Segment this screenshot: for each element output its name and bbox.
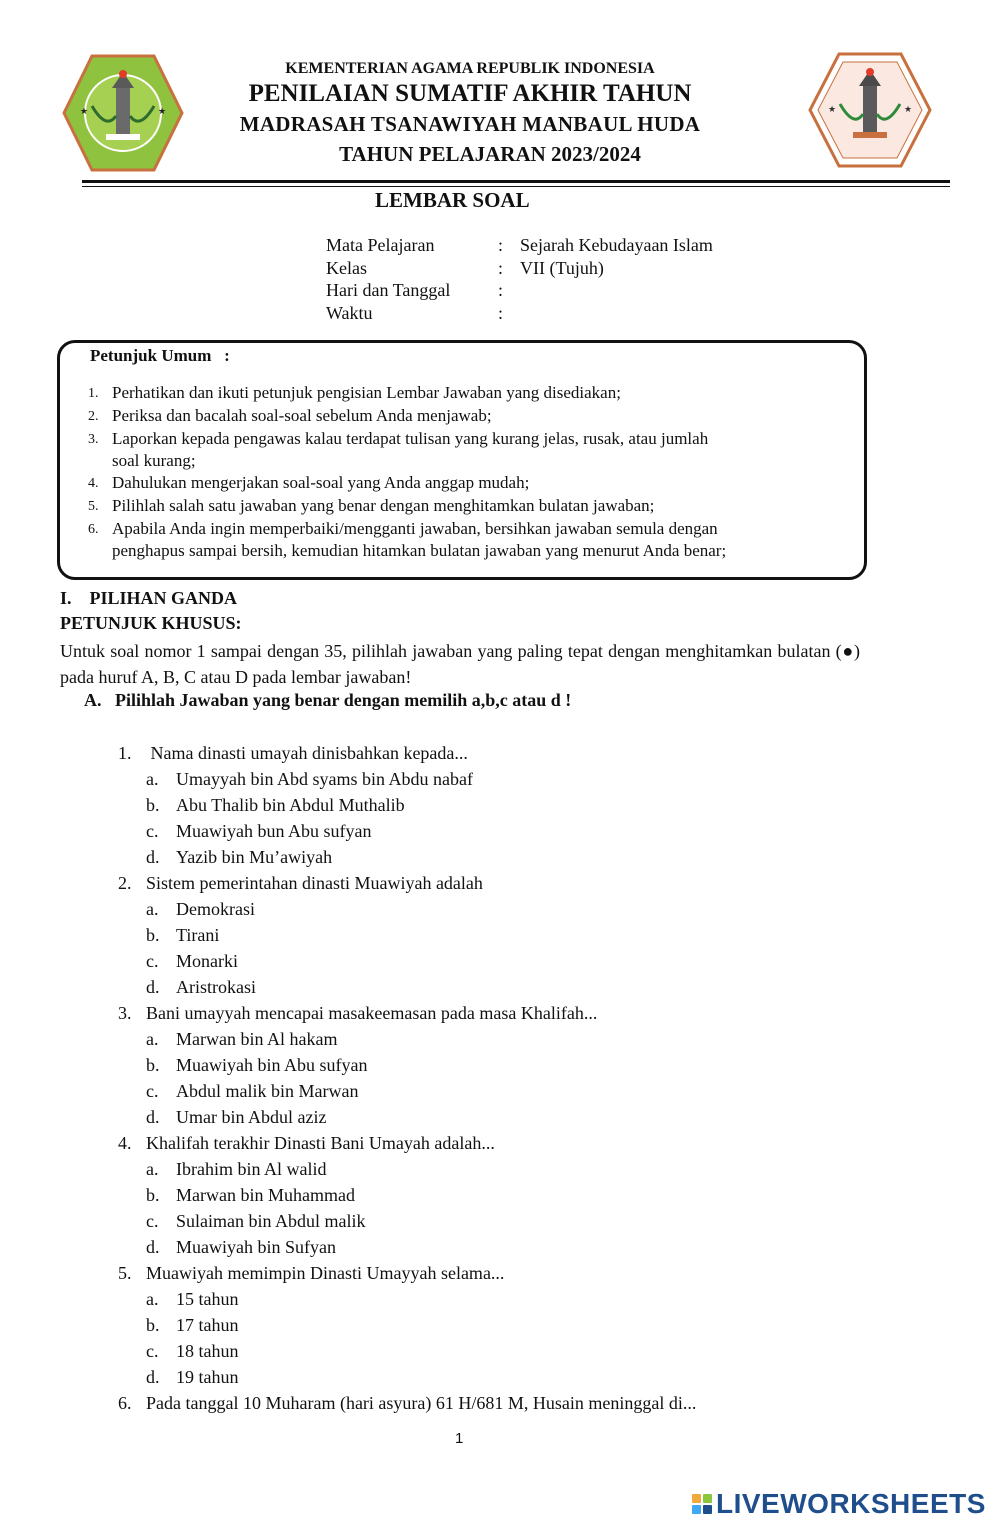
special-instructions-title: PETUNJUK KHUSUS: <box>60 613 242 633</box>
answer-option[interactable]: a. Ibrahim bin Al walid <box>146 1159 327 1179</box>
general-instructions-list <box>88 382 768 562</box>
question-5 <box>118 1260 696 1390</box>
info-row-class: Kelas : VII (Tujuh) <box>326 257 604 278</box>
answer-option[interactable]: d. Yazib bin Mu’awiyah <box>146 847 333 867</box>
info-value: Sejarah Kebudayaan Islam <box>520 235 713 255</box>
svg-text:★: ★ <box>828 104 837 114</box>
info-label: Waktu <box>326 302 373 323</box>
answer-option[interactable]: d. Aristrokasi <box>146 977 256 997</box>
answer-option[interactable]: a. Demokrasi <box>146 899 255 919</box>
info-row-time: Waktu : <box>326 302 504 323</box>
info-label: Mata Pelajaran <box>326 235 435 255</box>
svg-text:★: ★ <box>158 106 167 116</box>
question-text: Bani umayyah mencapai masakeemasan pada masa Khalifah... <box>146 1003 598 1023</box>
liveworksheets-wordmark: LIVEWORKSHEETS <box>716 1488 986 1519</box>
info-row-subject: Mata Pelajaran : Sejarah Kebudayaan Islam <box>326 235 713 255</box>
liveworksheets-grid-icon <box>692 1494 712 1514</box>
question-list <box>118 740 696 1416</box>
list-item: 1. Perhatikan dan ikuti petunjuk pengisian Lembar Jawaban yang disediakan; <box>88 383 621 402</box>
year-title: TAHUN PELAJARAN 2023/2024 <box>339 142 641 166</box>
answer-option[interactable]: b. Muawiyah bin Abu sufyan <box>146 1055 368 1075</box>
page-number: 1 <box>455 1430 464 1447</box>
answer-option[interactable]: d. Muawiyah bin Sufyan <box>146 1237 336 1257</box>
exam-info <box>326 234 713 324</box>
mts-logo <box>808 52 932 168</box>
header-rule-thin <box>82 186 950 187</box>
school-title: MADRASAH TSANAWIYAH MANBAUL HUDA <box>239 112 701 136</box>
answer-option[interactable]: c. Muawiyah bun Abu sufyan <box>146 821 372 841</box>
info-label: Hari dan Tanggal <box>326 280 451 300</box>
question-3 <box>118 1000 696 1130</box>
answer-option[interactable]: a. Marwan bin Al hakam <box>146 1029 338 1049</box>
question-text: Sistem pemerintahan dinasti Muawiyah adalah <box>146 873 483 893</box>
exam-title: PENILAIAN SUMATIF AKHIR TAHUN <box>248 80 692 107</box>
answer-option[interactable]: a. Umayyah bin Abd syams bin Abdu nabaf <box>146 769 473 789</box>
answer-option[interactable]: c. 18 tahun <box>146 1341 239 1361</box>
sub-heading: A. Pilihlah Jawaban yang benar dengan memilih a,b,c atau d ! <box>84 690 572 710</box>
answer-option[interactable]: b. Tirani <box>146 925 220 945</box>
list-item: 3. Laporkan kepada pengawas kalau terdapat tulisan yang kurang jelas, rusak, atau jumlah soal kurang; <box>88 429 709 470</box>
answer-option[interactable]: b. Abu Thalib bin Abdul Muthalib <box>146 795 405 815</box>
yayasan-logo <box>62 54 184 172</box>
list-item: 2. Periksa dan bacalah soal-soal sebelum Anda menjawab; <box>88 406 492 425</box>
question-number: 2. <box>118 873 132 893</box>
svg-text:★: ★ <box>904 104 913 114</box>
question-text: Khalifah terakhir Dinasti Bani Umayah adalah... <box>146 1133 495 1153</box>
info-label: Kelas <box>326 257 367 278</box>
info-value: VII (Tujuh) <box>520 257 604 278</box>
section-heading: I. PILIHAN GANDA <box>60 588 238 608</box>
answer-option[interactable]: d. 19 tahun <box>146 1367 239 1387</box>
question-number: 3. <box>118 1003 132 1023</box>
question-number: 1. <box>118 743 132 763</box>
liveworksheets-logo <box>692 1488 986 1520</box>
question-text: Nama dinasti umayah dinisbahkan kepada... <box>146 743 468 763</box>
question-number: 6. <box>118 1393 132 1413</box>
answer-option[interactable]: a. 15 tahun <box>146 1289 239 1309</box>
info-row-date: Hari dan Tanggal : <box>326 280 504 300</box>
question-4 <box>118 1130 696 1260</box>
answer-option[interactable]: c. Abdul malik bin Marwan <box>146 1081 359 1101</box>
question-number: 4. <box>118 1133 132 1153</box>
ministry-title: KEMENTERIAN AGAMA REPUBLIK INDONESIA <box>285 60 655 77</box>
list-item: 4. Dahulukan mengerjakan soal-soal yang Anda anggap mudah; <box>88 473 530 492</box>
answer-option[interactable]: b. 17 tahun <box>146 1315 239 1335</box>
svg-text:★: ★ <box>80 106 89 116</box>
sheet-title: LEMBAR SOAL <box>375 188 530 212</box>
list-item: 5. Pilihlah salah satu jawaban yang benar dengan menghitamkan bulatan jawaban; <box>88 496 655 515</box>
list-item: 6. Apabila Anda ingin memperbaiki/mengganti jawaban, bersihkan jawaban semula dengan penghapus sampai bersih, kemudian hitamkan bulatan jawaban yang menurut Anda benar; <box>88 519 727 560</box>
answer-option[interactable]: d. Umar bin Abdul aziz <box>146 1107 327 1127</box>
question-2 <box>118 870 696 1000</box>
answer-option[interactable]: b. Marwan bin Muhammad <box>146 1185 355 1205</box>
general-instructions-title: Petunjuk Umum : <box>90 346 230 365</box>
question-number: 5. <box>118 1263 132 1283</box>
question-text: Muawiyah memimpin Dinasti Umayyah selama... <box>146 1263 505 1283</box>
question-1 <box>118 740 696 870</box>
header-rule-thick <box>82 180 950 183</box>
special-instructions-text: Untuk soal nomor 1 sampai dengan 35, pilihlah jawaban yang paling tepat dengan menghitamkan bulatan (●) pada huruf A, B, C atau D pada lembar jawaban! <box>60 641 860 687</box>
question-text: Pada tanggal 10 Muharam (hari asyura) 61 H/681 M, Husain meninggal di... <box>146 1393 697 1413</box>
answer-option[interactable]: c. Sulaiman bin Abdul malik <box>146 1211 366 1231</box>
answer-option[interactable]: c. Monarki <box>146 951 238 971</box>
question-6 <box>118 1390 696 1416</box>
